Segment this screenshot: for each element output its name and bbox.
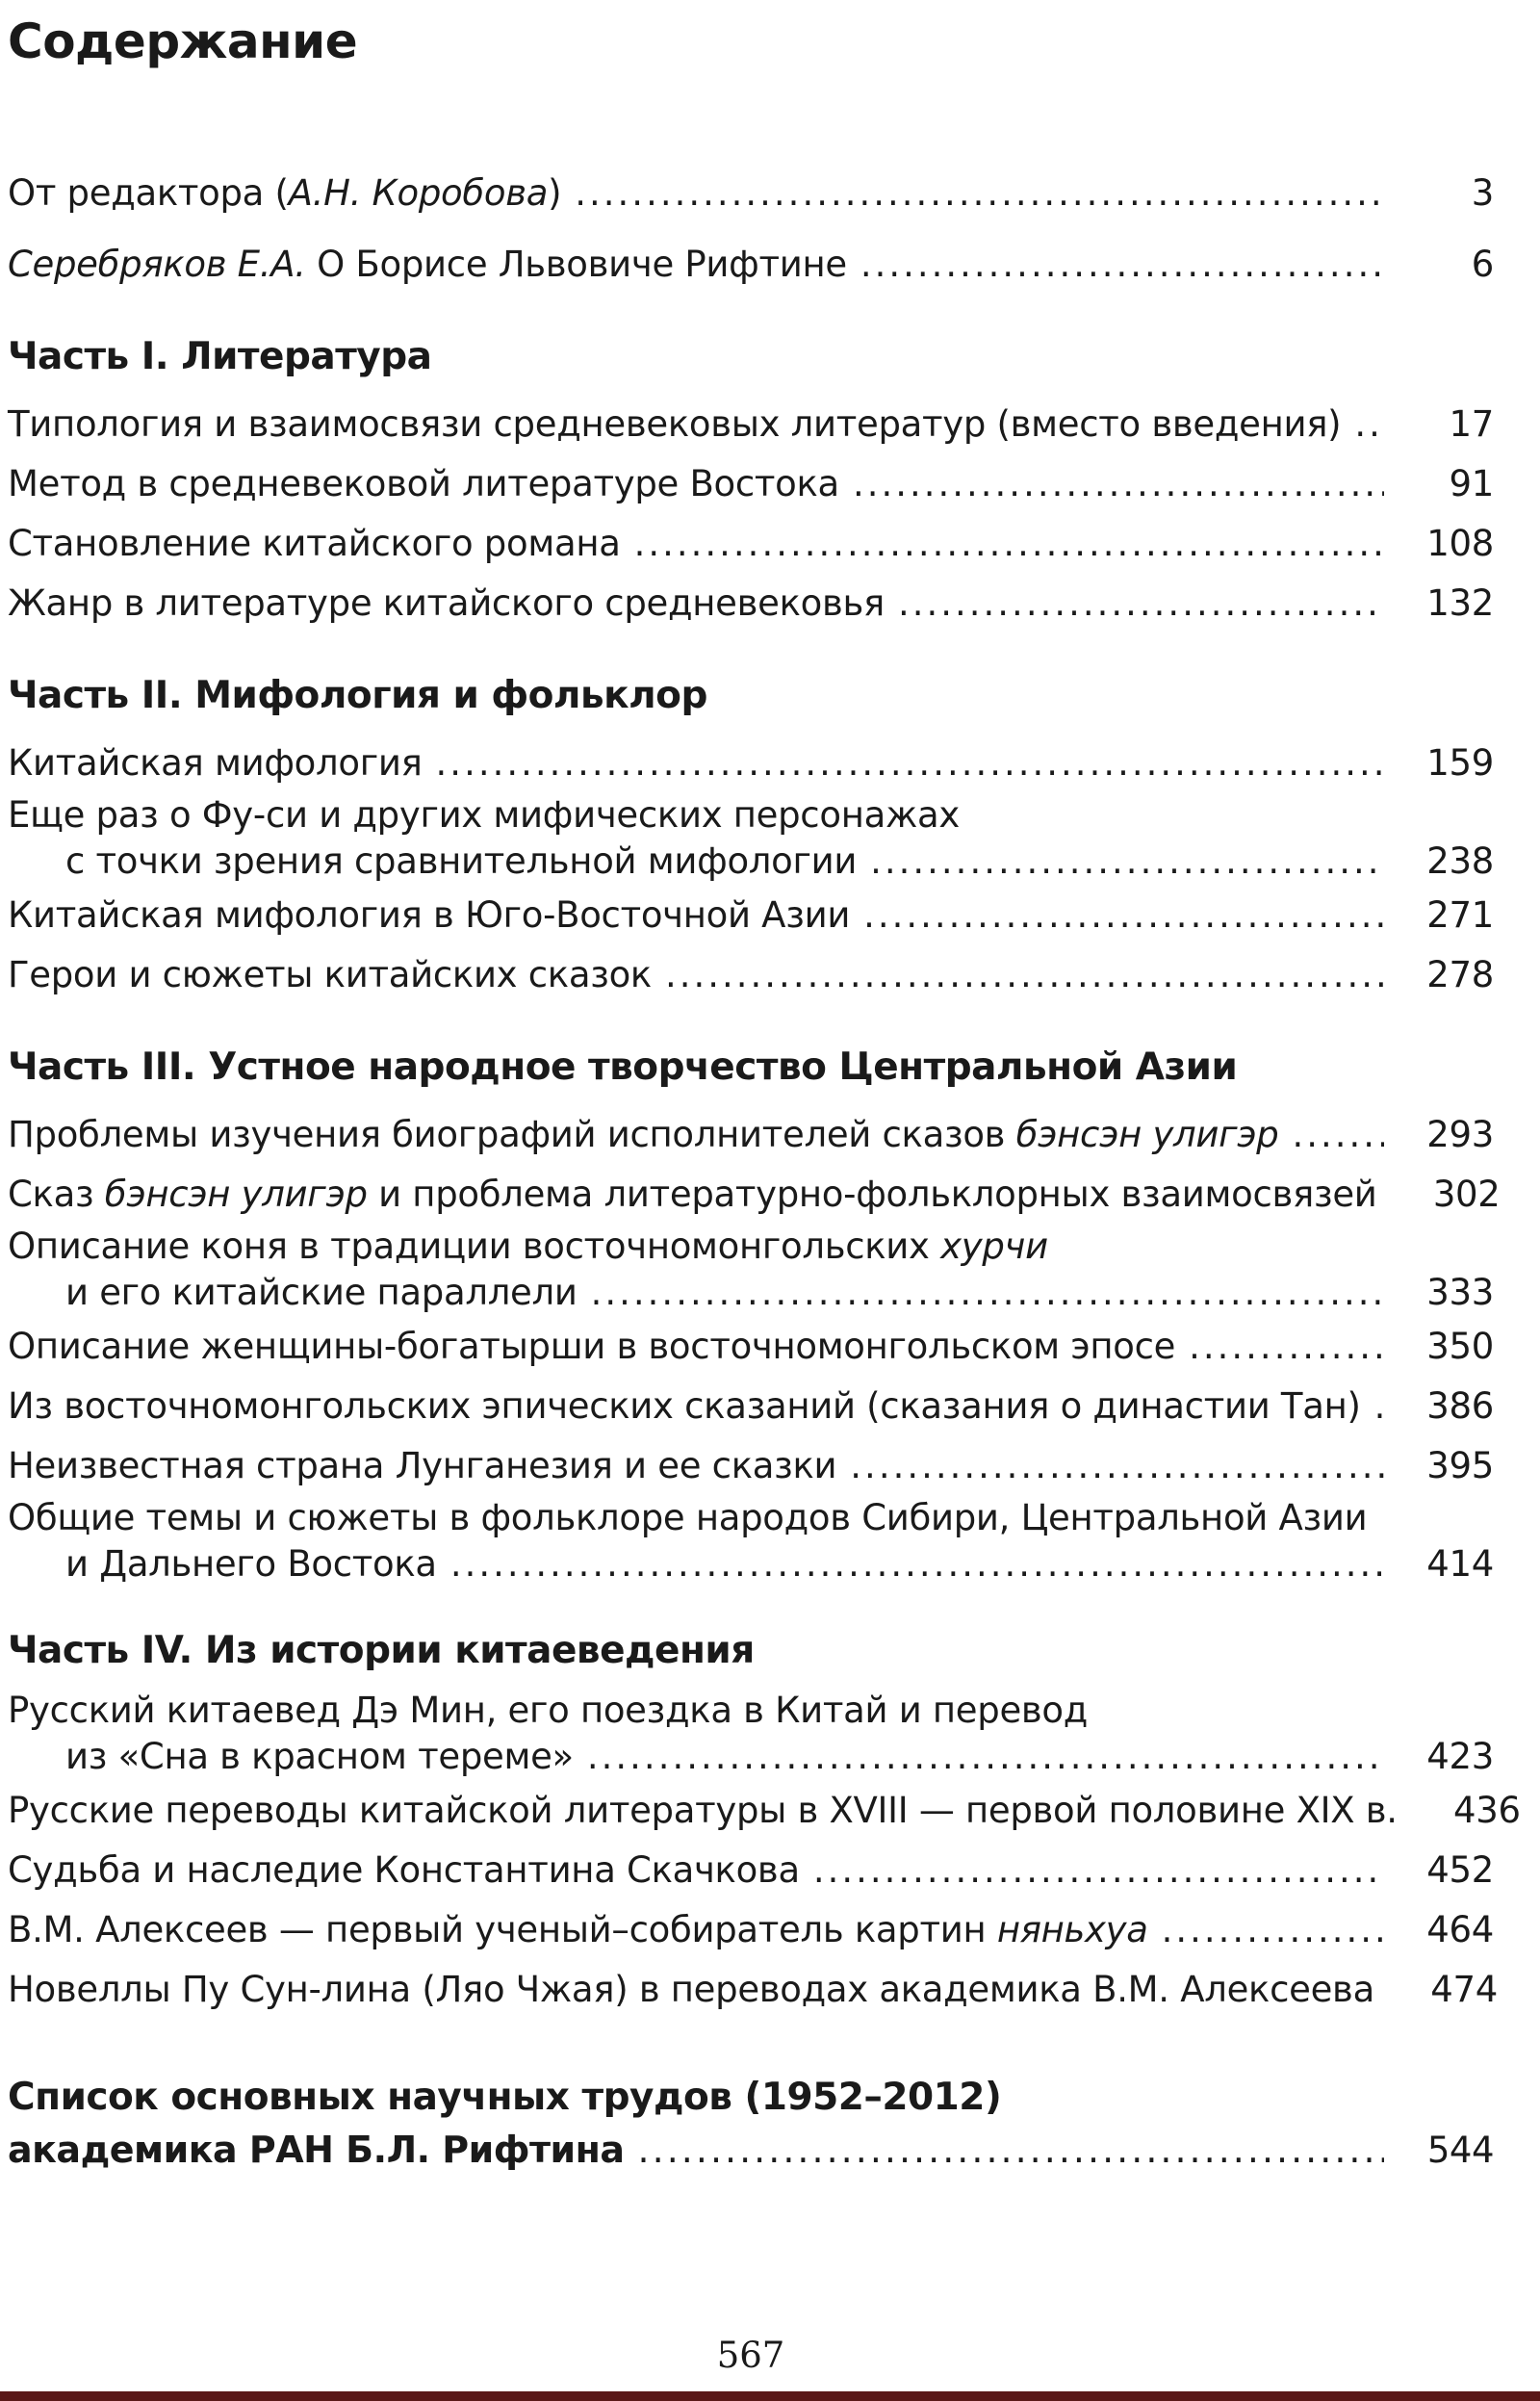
dot-leader (850, 1436, 1384, 1496)
toc-entry[interactable] (8, 1960, 1498, 2020)
page-number: 474 (1430, 1969, 1498, 2010)
toc-entry[interactable] (8, 1105, 1494, 1165)
page-number: 333 (1426, 1272, 1494, 1313)
entry-text-continued: с точки зрения сравнительной мифологии (65, 840, 858, 882)
toc-entry[interactable] (8, 793, 1494, 886)
entry-text: Китайская мифология в Юго-Восточной Азии (8, 894, 851, 936)
entry-text: Сказ (8, 1174, 105, 1215)
dot-leader (860, 235, 1384, 295)
page-number: 464 (1426, 1909, 1494, 1950)
part-1-heading: Часть I. Литература (8, 335, 432, 378)
entry-text-continued: и Дальнего Востока (65, 1543, 437, 1585)
page-number: 414 (1426, 1543, 1494, 1585)
entry-text: Общие темы и сюжеты в фольклоре народов Сибири, Центральной Азии (8, 1497, 1368, 1538)
page-number: 132 (1426, 582, 1494, 624)
page-number: 159 (1426, 742, 1494, 784)
toc-entry[interactable] (8, 1781, 1521, 1841)
bibliography-heading: Список основных научных трудов (1952–2012) (8, 2076, 1002, 2119)
dot-leader (863, 886, 1384, 945)
toc-entry[interactable] (8, 1165, 1501, 1225)
toc-entry[interactable] (8, 1841, 1494, 1900)
entry-term: хурчи (940, 1226, 1048, 1267)
toc-entry[interactable] (8, 574, 1494, 633)
dot-leader (436, 734, 1384, 793)
page-number: 423 (1426, 1736, 1494, 1777)
toc-entry[interactable] (8, 1900, 1494, 1960)
entry-text: Жанр в литературе китайского средневековья (8, 582, 885, 624)
page-number: 293 (1426, 1114, 1494, 1155)
toc-entry-serebryakov[interactable] (8, 235, 1494, 295)
page-number: 544 (1426, 2130, 1494, 2171)
toc-entry-editor[interactable] (8, 164, 1494, 223)
entry-text: Описание женщины-богатырши в восточномонгольском эпосе (8, 1326, 1176, 1367)
toc-entry[interactable] (8, 734, 1494, 793)
page-number: 238 (1426, 840, 1494, 882)
entry-text: Метод в средневековой литературе Востока (8, 463, 839, 504)
part-2-heading: Часть II. Мифология и фольклор (8, 674, 707, 717)
dot-leader (591, 1269, 1384, 1317)
entry-text-continued: из «Сна в красном тереме» (65, 1736, 574, 1777)
toc-entry[interactable] (8, 1436, 1494, 1496)
entry-text: Герои и сюжеты китайских сказок (8, 954, 652, 995)
entry-text: Новеллы Пу Сун-лина (Ляо Чжая) в переводах академика В.М. Алексеева (8, 1969, 1374, 2010)
dot-leader (813, 1841, 1384, 1900)
dot-leader (1354, 395, 1384, 454)
entry-text: Неизвестная страна Лунганезия и ее сказки (8, 1445, 837, 1486)
toc-entry[interactable] (8, 1496, 1494, 1588)
toc-entry[interactable] (8, 454, 1494, 514)
entry-text: Судьба и наследие Константина Скачкова (8, 1849, 800, 1891)
entry-text: Русские переводы китайской литературы в XVIII — первой половине XIX в. (8, 1790, 1398, 1831)
dot-leader (450, 1540, 1384, 1588)
dot-leader (1292, 1105, 1384, 1165)
dot-leader (634, 514, 1384, 574)
entry-text: Становление китайского романа (8, 523, 621, 564)
dot-leader (587, 1733, 1384, 1781)
page-number: 108 (1426, 523, 1494, 564)
page-number: 452 (1426, 1849, 1494, 1891)
dot-leader (638, 2124, 1384, 2176)
dot-leader (1162, 1900, 1384, 1960)
page-number: 17 (1449, 403, 1494, 445)
toc-entry-bibliography[interactable] (8, 2124, 1494, 2176)
part-3-heading: Часть III. Устное народное творчество Центральной Азии (8, 1046, 1238, 1089)
page-folio: 567 (716, 2335, 785, 2376)
page-number: 302 (1432, 1174, 1501, 1215)
toc-entry[interactable] (8, 1225, 1494, 1317)
page-number: 395 (1426, 1445, 1494, 1486)
part-4-heading: Часть IV. Из истории китаеведения (8, 1629, 755, 1672)
dot-leader (853, 454, 1384, 514)
dot-leader (1374, 1377, 1384, 1436)
page-number: 436 (1452, 1790, 1521, 1831)
toc-entry[interactable] (8, 1689, 1494, 1781)
dot-leader (665, 945, 1384, 1005)
page-number: 271 (1426, 894, 1494, 936)
entry-text: Типология и взаимосвязи средневековых литератур (вместо введения) (8, 403, 1342, 445)
page-number: 350 (1426, 1326, 1494, 1367)
entry-text: Еще раз о Фу-си и других мифических персонажах (8, 794, 960, 836)
entry-text: Проблемы изучения биографий исполнителей сказов (8, 1114, 1016, 1155)
dot-leader (575, 164, 1384, 223)
entry-text-continued: и его китайские параллели (65, 1272, 578, 1313)
dot-leader (898, 574, 1384, 633)
dot-leader (1189, 1317, 1384, 1377)
bottom-border (0, 2391, 1540, 2401)
toc-entry[interactable] (8, 1317, 1494, 1377)
entry-text: О Борисе Львовиче Рифтине (305, 244, 847, 285)
entry-text: От редактора ( (8, 172, 289, 214)
entry-text-end: и проблема литературно-фольклорных взаимосвязей (367, 1174, 1377, 1215)
toc-entry[interactable] (8, 395, 1494, 454)
toc-entry[interactable] (8, 1377, 1494, 1436)
entry-term: няньхуа (996, 1909, 1148, 1950)
dot-leader (870, 838, 1384, 886)
entry-text-end: ) (548, 172, 562, 214)
page-number: 386 (1426, 1385, 1494, 1427)
toc-entry[interactable] (8, 945, 1494, 1005)
entry-text: Китайская мифология (8, 742, 423, 784)
entry-text: В.М. Алексеев — первый ученый–собиратель картин (8, 1909, 997, 1950)
page-title: Содержание (8, 13, 358, 69)
entry-text: Русский китаевед Дэ Мин, его поездка в Китай и перевод (8, 1690, 1089, 1731)
page-number: 278 (1426, 954, 1494, 995)
toc-entry[interactable] (8, 886, 1494, 945)
toc-entry[interactable] (8, 514, 1494, 574)
page-number: 91 (1449, 463, 1494, 504)
entry-term: бэнсэн улигэр (1015, 1114, 1279, 1155)
page-number: 3 (1471, 172, 1494, 214)
entry-text: Из восточномонгольских эпических сказаний (сказания о династии Тан) (8, 1385, 1361, 1427)
entry-author: Серебряков Е.А. (8, 244, 306, 285)
page-number: 6 (1471, 244, 1494, 285)
entry-term: бэнсэн улигэр (104, 1174, 368, 1215)
entry-text: Описание коня в традиции восточномонгольских (8, 1226, 941, 1267)
table-of-contents (8, 164, 1521, 2176)
bibliography-heading-continued: академика РАН Б.Л. Рифтина (8, 2129, 625, 2171)
entry-author: А.Н. Коробова (288, 172, 549, 214)
